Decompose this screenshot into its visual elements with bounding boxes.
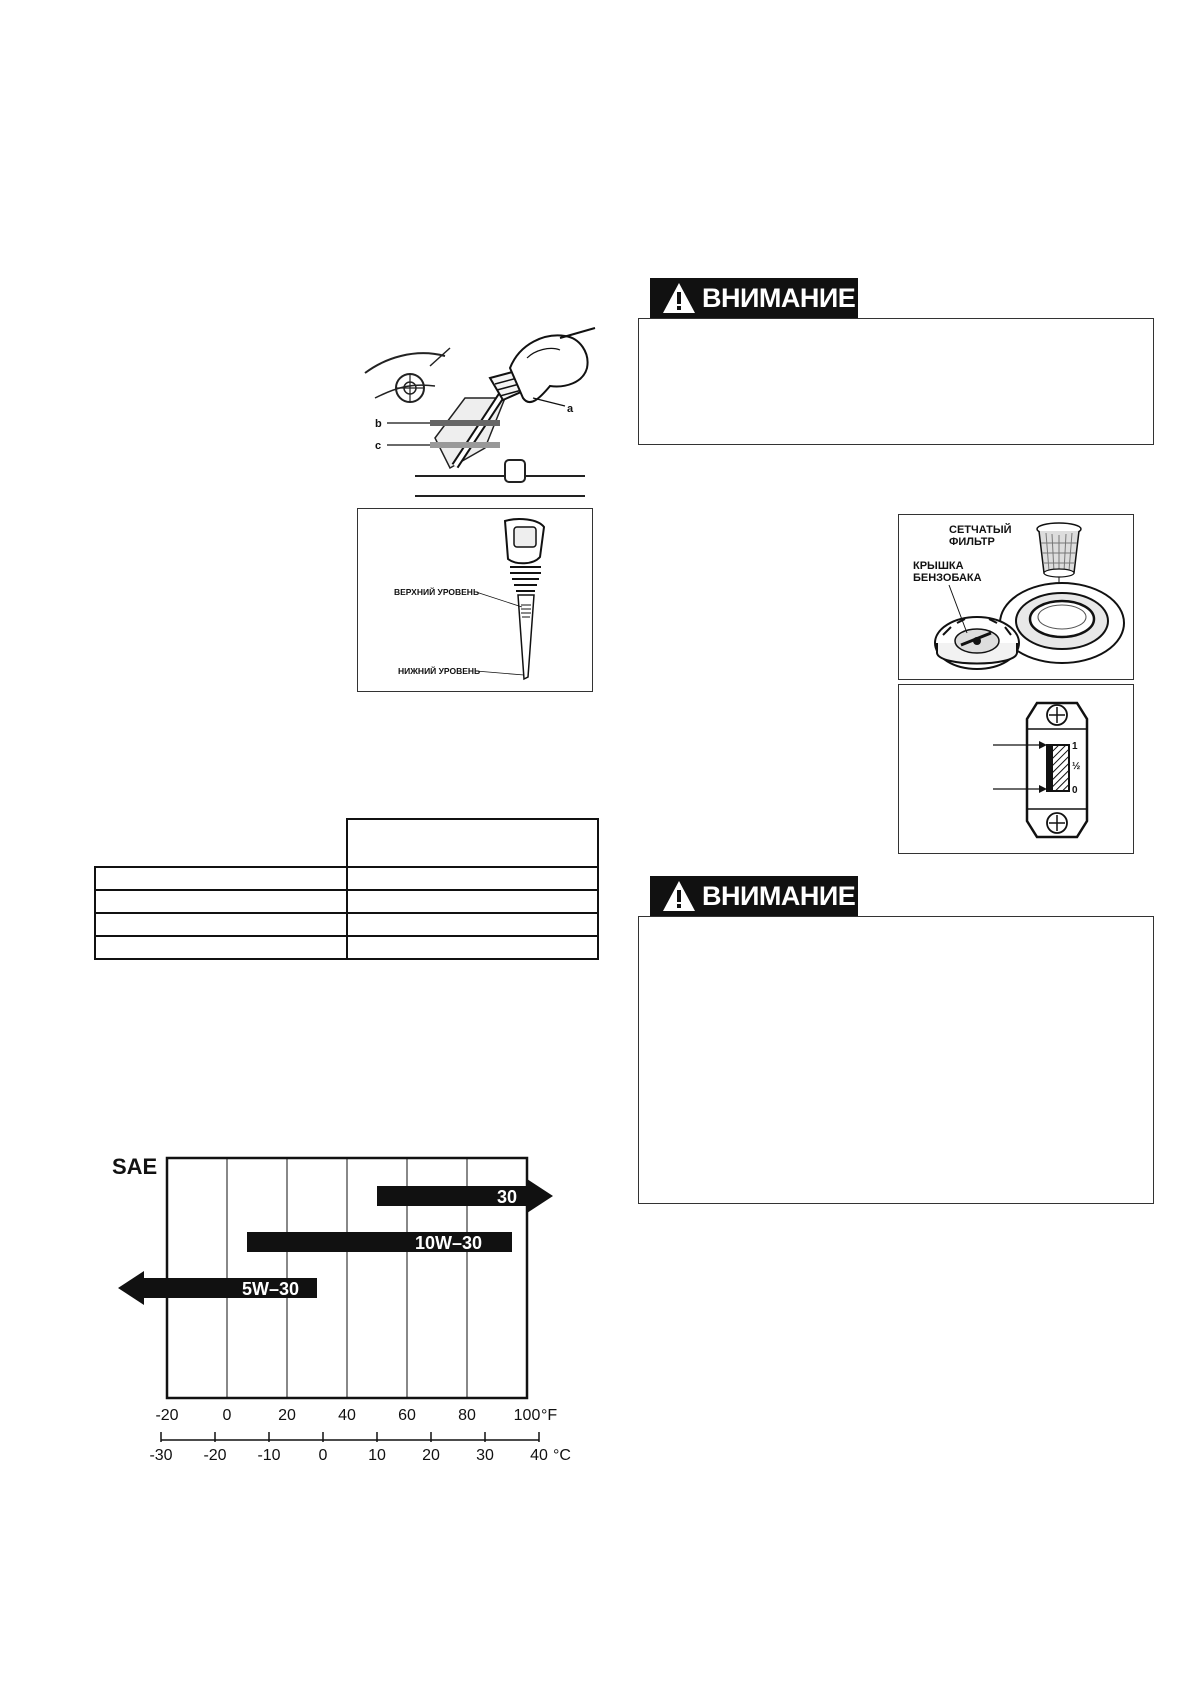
c-unit-label: °C xyxy=(553,1447,571,1464)
strainer-icon xyxy=(1037,523,1081,577)
sae-viscosity-chart xyxy=(100,1140,600,1464)
viscosity-bar-label: 5W–30 xyxy=(241,1279,299,1299)
oil-filler-illustration xyxy=(355,328,595,498)
chart-title: SAE xyxy=(112,1154,158,1179)
table-row xyxy=(94,912,599,935)
callout-b: b xyxy=(375,418,382,430)
f-tick-label: 100 xyxy=(513,1407,541,1424)
table-bottom-border xyxy=(94,958,599,960)
f-tick-label: 60 xyxy=(398,1407,416,1424)
viscosity-bar-label: 10W–30 xyxy=(414,1233,482,1253)
table-header-cell xyxy=(346,818,599,867)
f-unit-label: °F xyxy=(541,1407,558,1424)
gauge-mark-empty: 0 xyxy=(1072,785,1078,796)
c-tick-label: 10 xyxy=(368,1447,386,1464)
f-tick-label: 0 xyxy=(222,1407,232,1424)
cap-label-1: КРЫШКА xyxy=(913,560,964,572)
viscosity-bar-label: 30 xyxy=(496,1187,517,1207)
fuel-cap-icon xyxy=(935,617,1019,669)
warning-header-1 xyxy=(650,278,858,318)
warning-triangle-icon xyxy=(662,880,696,912)
table-row xyxy=(94,935,599,958)
fuel-gauge-figure xyxy=(898,684,1134,854)
c-tick-label: -20 xyxy=(203,1447,227,1464)
c-tick-label: -30 xyxy=(149,1447,173,1464)
f-tick-label: 40 xyxy=(338,1407,356,1424)
warning-box-2 xyxy=(638,916,1154,1204)
fuel-tank-neck-icon xyxy=(1000,583,1124,663)
upper-level-label: ВЕРХНИЙ УРОВЕНЬ xyxy=(394,587,480,597)
callout-c: c xyxy=(375,440,382,452)
strainer-label-2: ФИЛЬТР xyxy=(949,536,995,548)
warning-header-2 xyxy=(650,876,858,916)
dipstick-level-figure xyxy=(357,508,593,692)
c-tick-label: 20 xyxy=(422,1447,440,1464)
f-tick-label: -20 xyxy=(155,1407,179,1424)
cap-label-2: БЕНЗОБАКА xyxy=(913,572,982,584)
f-tick-label: 80 xyxy=(458,1407,476,1424)
c-tick-label: 40 xyxy=(530,1447,548,1464)
callout-a: a xyxy=(567,403,574,415)
f-tick-label: 20 xyxy=(278,1407,296,1424)
strainer-label-1: СЕТЧАТЫЙ xyxy=(949,524,1012,536)
warning-title-1: ВНИМАНИЕ xyxy=(702,282,856,313)
table-row xyxy=(94,866,599,889)
warning-title-2: ВНИМАНИЕ xyxy=(702,880,856,911)
gauge-mark-full: 1 xyxy=(1072,741,1078,752)
warning-box-1 xyxy=(638,318,1154,445)
warning-triangle-icon xyxy=(662,282,696,314)
c-tick-label: 30 xyxy=(476,1447,494,1464)
gauge-mark-half: ½ xyxy=(1072,761,1081,772)
c-tick-label: -10 xyxy=(257,1447,281,1464)
fuel-strainer-figure xyxy=(898,514,1134,680)
c-tick-label: 0 xyxy=(318,1447,328,1464)
table-row xyxy=(94,889,599,912)
lower-level-label: НИЖНИЙ УРОВЕНЬ xyxy=(398,666,481,676)
